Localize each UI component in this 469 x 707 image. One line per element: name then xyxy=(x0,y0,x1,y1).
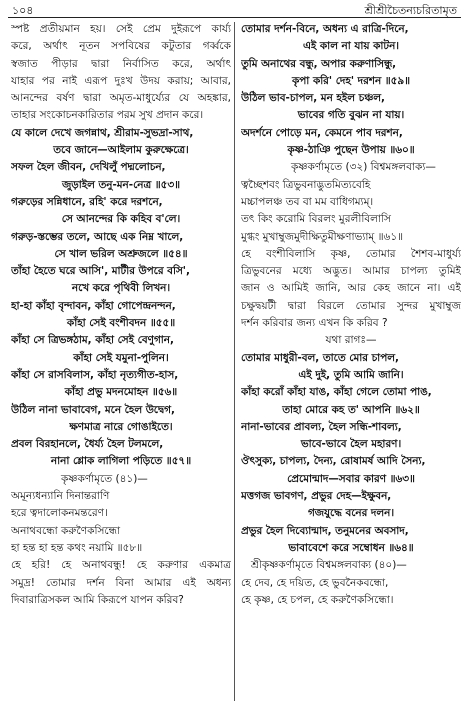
text-line: হরে ত্বদালোকনমন্তরেণ। xyxy=(11,507,108,520)
text-line: মচ্চাপলঞ্চ তব বা মম বাধিগম্যম্। xyxy=(241,195,374,208)
text-line: যাহার পর নাই এরূপ দুঃখ উদয় করায়; আবার, xyxy=(11,74,231,87)
text-line: কৃষ্ণকর্ণামৃতে (৩২) বিশ্বমঙ্গলবাক্য— xyxy=(291,161,436,174)
text-line: সে খাল ভরিল অশ্রুজলে ॥৫৪॥ xyxy=(54,247,188,260)
text-line: গজযুদ্ধে বনের দলন। xyxy=(307,507,395,520)
text-line: তাহার সংকোচনকারিতার পরম সুখ প্রদান করে। xyxy=(11,109,204,122)
text-line: কাঁহা সে ত্রিভঙ্গঠাম, কাঁহা সেই বেণুগান, xyxy=(11,334,174,347)
text-line: তাহা মোরে কহ ত' আপনি ॥৬২॥ xyxy=(282,403,420,416)
text-line: উঠিল ভাব-চাপল, মন হইল চঞ্চল, xyxy=(241,92,386,105)
text-line: তোমার দর্শন-বিনে, অধন্য এ রাত্রি-দিনে, xyxy=(241,23,409,35)
text-line: দর্শন করিবার জন্য এখন কি করিব ? xyxy=(241,317,388,330)
text-line: প্রবল বিরহানলে, ধৈর্য্য হৈল টলমলে, xyxy=(11,438,164,451)
text-line: হা হন্ত হা হন্ত কথং নয়ামি ॥৫৮॥ xyxy=(11,541,143,554)
text-line: করে, অর্থাৎ নূতন সপবিষের কটুতার গর্ব্বকে xyxy=(11,40,231,53)
text-line: নখে করে পৃথিবী লিখন। xyxy=(71,282,171,295)
text-line: জুড়াইল তনু-মন-নেত্র ॥৫৩॥ xyxy=(61,178,180,191)
text-line: তাঁহা হৈতে ঘরে আসি', মাটীর উপরে বসি', xyxy=(11,265,190,278)
text-line: কাঁহা সে রাসবিলাস, কাঁহা নৃত্যগীত-হাস, xyxy=(11,368,179,381)
text-line: কৃষ্ণ-ঠাঞি পুছেন উপায় ॥৬০॥ xyxy=(287,144,415,157)
text-line: হা-হা কাঁহা বৃন্দাবন, কাঁহা গোপেন্দ্রনন্দন, xyxy=(11,299,176,312)
text-line: যথা রাগঃ— xyxy=(325,334,377,347)
text-line: কাঁহা প্রভু মদনমোহন ॥৫৬॥ xyxy=(64,386,178,399)
left-column xyxy=(11,21,231,609)
text-line: অমূন্যধন্যানি দিনান্তরাণি xyxy=(11,490,110,503)
text-line: আনন্দের বর্ষণ দ্বারা অমৃত-মাধুর্য্যের যে অহঙ্কার, xyxy=(11,92,231,105)
text-line: তৎ কিং করোমি বিরলং মুরলীবিলাসি xyxy=(241,213,391,226)
text-line: এই দুই, তুমি আমি জানি। xyxy=(298,368,404,381)
text-line: নানা-ভাবের প্রাবল্য, হৈল সন্ধি-শাবল্য, xyxy=(241,420,402,433)
text-line: ত্বচ্ছৈশবং ত্রিভুবনাদ্ভুতমিত্যবেহি xyxy=(241,178,371,191)
text-line: উঠিল নানা ভাবাবেগ, মনে হৈল উদ্বেগ, xyxy=(11,403,175,416)
text-line: ভাবের গতি বুঝন না যায়। xyxy=(297,109,405,122)
text-line: অনাথবন্ধো করুণৈকসিন্ধো xyxy=(11,524,120,537)
text-line: ত্রিভুবনের মধ্যে অদ্ভুত। আমার চাপল্য তুমিই xyxy=(241,265,461,278)
text-line: ঔৎসুক্য, চাপল্য, দৈন্য, রোষামর্ষ আদি সৈন্য, xyxy=(241,455,426,468)
text-line: ভাবাবেশে করে সম্বোধন ॥৬৪॥ xyxy=(288,541,414,554)
text-line: শ্রীকৃষ্ণকর্ণামৃতে বিশ্বমঙ্গলবাক্য (৪০)— xyxy=(251,559,407,572)
text-line: হে বংশীবিলাসি কৃষ্ণ, তোমার শৈশব-মাধুর্য্য xyxy=(241,247,461,260)
text-line: প্রভুর হৈল দিব্যোন্মাদ, তনুমনের অবসাদ, xyxy=(241,524,409,537)
text-line: গরুড়-স্তম্ভের তলে, আছে এক নিম্ন খালে, xyxy=(11,230,184,243)
text-line: সে আনন্দের কি কহিব ব'লে। xyxy=(61,213,181,226)
text-line: এই কাল না যায় কাটন। xyxy=(302,40,399,53)
column-divider xyxy=(234,22,235,701)
text-line: মুগ্ধং মুখাম্বুজমুদীক্ষিতুমীক্ষণাভ্যাম্ ॥৬১॥ xyxy=(241,230,404,243)
text-line: চক্ষুদ্বয়টী দ্বারা বিরলে তোমার সুন্দর মুখাম্বুজ xyxy=(241,299,461,312)
text-line: মত্তগজ ভাবগণ, প্রভুর দেহ—ইক্ষুবন, xyxy=(241,490,392,503)
text-line: কৃষ্ণকর্ণামৃতে (৪১)— xyxy=(61,472,148,485)
text-line: হে দেব, হে দয়িত, হে ভুবনৈকবন্ধো, xyxy=(241,576,389,589)
text-line: সফল হৈল জীবন, দেখিলুঁ পদ্মলোচন, xyxy=(11,161,166,174)
text-line: অদর্শনে পোড়ে মন, কেমনে পাব দরশন, xyxy=(241,126,403,139)
text-line: তোমার মাধুরী-বল, তাতে মোর চাপল, xyxy=(241,351,399,364)
text-line: যে কালে দেখে জগন্নাথ, শ্রীরাম-সুভদ্রা-সাথ, xyxy=(11,126,194,139)
text-line: দিবারাত্রিসকল আমি কিরূপে যাপন করিব? xyxy=(11,593,184,606)
text-line: হে কৃষ্ণ, হে চপল, হে করুণৈকসিন্ধো। xyxy=(241,593,394,606)
text-line: হে হরি! হে অনাথবন্ধু! হে করুণার একমাত্র xyxy=(11,559,231,572)
text-line: তবে জানে—আইলাম কুরুক্ষেত্রে। xyxy=(53,144,189,157)
page-number: ১০৪ xyxy=(12,4,34,17)
text-line: গরুড়ের সন্নিধানে, রহি' করে দরশনে, xyxy=(11,195,163,208)
text-line: কাঁহা সেই বংশীবদন ॥৫৫॥ xyxy=(66,317,176,330)
text-line: প্রেমোন্মাদ—সবার কারণ ॥৬৩॥ xyxy=(287,472,415,485)
text-line: কাঁহা করোঁ কাঁহা যাঙ, কাঁহা গেলে তোমা পাঙ, xyxy=(241,386,432,399)
text-line: সমুদ্র! তোমার দর্শন বিনা আমার এই অধন্য xyxy=(11,576,231,589)
text-line: স্পষ্ট প্রতীয়মান হয়। সেই প্রেম দুইরূপে কার্য্য xyxy=(11,23,231,35)
right-column xyxy=(241,21,461,609)
text-line: স্বজাত পীড়ার দ্বারা নির্বাসিত করে, অর্থাৎ xyxy=(11,57,231,70)
text-line: ক্ষণমাত্র নারে গোঙাইতে। xyxy=(69,420,173,433)
text-line: কাঁহা সেই যমুনা-পুলিন। xyxy=(73,351,169,364)
text-line: জান ও আমিই জানি, আর কেহ জানে না। এই xyxy=(241,282,461,295)
text-line: নানা শ্লোক লাগিলা পড়িতে ॥৫৭॥ xyxy=(50,455,192,468)
text-line: তুমি অনাথের বন্ধু, অপার করুণাসিন্ধু, xyxy=(241,57,397,70)
text-line: ভাবে-ভাবে হৈল মহারণ। xyxy=(300,438,402,451)
header-rule xyxy=(8,17,461,18)
running-title: শ্রীশ্রীচৈতন্যচরিতামৃত xyxy=(364,4,457,17)
text-line: কৃপা করি' দেহ' দরশন ॥৫৯॥ xyxy=(291,74,411,87)
